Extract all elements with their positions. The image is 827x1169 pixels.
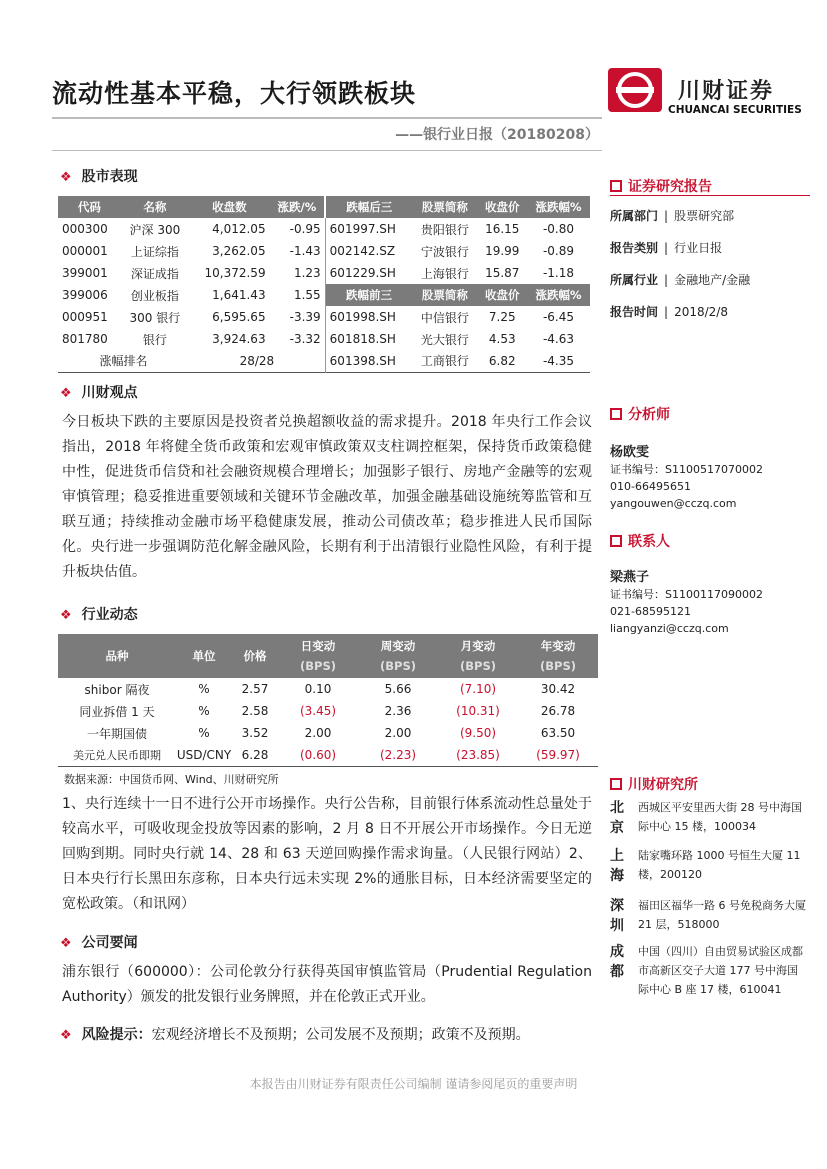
office-city: 深圳: [610, 898, 624, 934]
table-cell: 1,641.43: [212, 288, 266, 302]
report-subtitle: ——银行业日报（20180208）: [395, 127, 599, 143]
table-cell: 3.52: [241, 726, 269, 740]
table-cell: 6.82: [488, 353, 516, 368]
market-table: [58, 196, 590, 373]
table-row: [58, 328, 590, 350]
square-icon: [610, 535, 622, 547]
view-paragraph: 今日板块下跌的主要原因是投资者兑换超额收益的需求提升。2018 年央行工作会议指出，2018 年将健全货币政策和宏观审慎政策双支柱调控框架，保持货币政策稳健中性，促进货币信贷和社会融资规模合理增长；加强影子银行、房地产金融等的宏观审慎管理；稳妥推进重要领域和关键环节金融改革，加强金融基础设施统筹监管和互联互通；持续推动金融市场平稳健康发展，推动公司债改革；稳步推进人民币国际化。央行进一步强调防范化解金融风险，长期有利于出清银行业隐性风险，有利于提升板块估值。: [62, 414, 592, 580]
analyst-cert: 证书编号：S1100517070002: [610, 463, 763, 476]
table-cell: -4.35: [542, 353, 575, 368]
office-city: 北京: [610, 800, 624, 836]
table-cell: 创业板指: [130, 288, 179, 303]
table-cell: (7.10): [459, 682, 497, 696]
col-header: 名称: [121, 196, 189, 218]
table-cell: 601998.SH: [329, 310, 396, 324]
table-cell: (3.45): [299, 704, 337, 718]
table-cell: (10.31): [456, 704, 500, 718]
table-cell: 19.99: [485, 244, 520, 258]
table-cell: 601229.SH: [329, 266, 396, 280]
sidebar-report-title: 证券研究报告: [610, 176, 712, 196]
table-cell: 000951: [62, 310, 108, 324]
table-cell: %: [198, 682, 210, 696]
table-cell: (2.23): [379, 747, 417, 762]
col-header: 价格: [243, 649, 267, 663]
industry-table: [58, 634, 598, 767]
table-cell: 2.00: [304, 726, 332, 740]
table-cell: 1.23: [270, 262, 326, 284]
table-cell: 4,012.05: [212, 222, 266, 236]
table-cell: 601818.SH: [329, 332, 396, 346]
contact-name: 梁燕子: [610, 570, 650, 585]
table-cell: 光大银行: [420, 332, 469, 347]
col-header: 收盘价: [478, 196, 528, 218]
table-cell: 000001: [62, 244, 108, 258]
table-cell: 16.15: [485, 222, 520, 236]
office-address: 西城区平安里西大街 28 号中海国际中心 15 楼，100034: [638, 801, 802, 833]
table-row: [58, 240, 590, 262]
table-cell: -0.95: [270, 218, 326, 240]
company-paragraph: 浦东银行（600000）：公司伦敦分行获得英国审慎监管局（Prudential Regulation Authority）颁发的批发银行业务牌照，并在伦敦正式开业。: [62, 964, 592, 1005]
table-cell: 中信银行: [420, 310, 469, 325]
col-header: 涨跌/%: [270, 196, 326, 218]
table-cell: 30.42: [540, 682, 576, 696]
table-cell: %: [198, 704, 210, 718]
table-row: [58, 700, 598, 722]
office-item: [610, 798, 810, 846]
table-cell: 贵阳银行: [420, 222, 469, 237]
table-cell: 399006: [62, 288, 108, 302]
title-divider: [52, 117, 602, 119]
table-cell: 63.50: [540, 726, 576, 740]
analyst-info: [610, 444, 810, 512]
report-title: 流动性基本平稳，大行领跌板块: [52, 79, 417, 108]
diamond-icon: ❖: [60, 386, 72, 401]
section-market: ❖ 股市表现: [60, 169, 138, 185]
col-header: 涨跌幅%: [527, 284, 590, 306]
meta-row: 所属行业 | 金融地产/金融: [610, 273, 751, 287]
table-cell: 2.57: [241, 682, 269, 696]
table-cell: 5.66: [384, 682, 412, 696]
diamond-icon: ❖: [60, 936, 72, 951]
table-cell: 银行: [142, 332, 167, 347]
meta-row: 报告时间 | 2018/2/8: [610, 305, 728, 319]
table-cell: 深证成指: [130, 266, 179, 281]
office-city: 成都: [610, 944, 624, 980]
table-cell: 15.87: [485, 266, 520, 280]
rank-value: 28/28: [189, 350, 325, 372]
table-row: [58, 284, 590, 306]
table-cell: 7.25: [488, 310, 516, 324]
col-header: 日变动 (BPS): [300, 639, 336, 673]
table-row: [58, 350, 590, 372]
section-company: ❖ 公司要闻: [60, 935, 138, 951]
office-address: 陆家嘴环路 1000 号恒生大厦 11 楼，200120: [638, 849, 801, 881]
table-cell: 000300: [62, 222, 108, 236]
footer-disclaimer: 本报告由川财证券有限责任公司编制 谨请参阅尾页的重要声明: [249, 1077, 578, 1091]
table-row: [58, 218, 590, 240]
company-logo-text: 川财证券: [678, 79, 775, 104]
table-cell: 26.78: [540, 704, 576, 718]
table-cell: USD/CNY: [176, 747, 232, 762]
table-cell: 宁波银行: [420, 244, 469, 259]
contact-email[interactable]: liangyanzi@cczq.com: [610, 622, 729, 635]
table-cell: 4.53: [488, 332, 516, 346]
table-cell: 801780: [62, 332, 108, 346]
contact-phone: 021-68595121: [610, 605, 691, 618]
table-cell: (9.50): [459, 726, 497, 740]
table-cell: shibor 隔夜: [84, 682, 150, 697]
meta-row: 所属部门 | 股票研究部: [610, 209, 735, 223]
table-cell: 300 银行: [129, 310, 181, 325]
table-cell: 上证综指: [130, 244, 179, 259]
table-cell: 0.10: [304, 682, 332, 696]
table-cell: -0.80: [542, 222, 575, 236]
col-header: 代码: [58, 196, 121, 218]
table-cell: -1.18: [542, 266, 575, 280]
table-cell: -1.43: [270, 240, 326, 262]
table-cell: 601997.SH: [329, 222, 396, 236]
table-cell: -6.45: [542, 310, 575, 324]
table-cell: 002142.SZ: [329, 244, 396, 258]
col-header: 涨跌幅%: [527, 196, 590, 218]
sidebar-analyst-title: 分析师: [610, 404, 670, 424]
col-header: 收盘价: [478, 284, 528, 306]
industry-paragraph: 1、央行连续十一日不进行公开市场操作。央行公告称，目前银行体系流动性总量处于较高水平，可吸收现金投放等因素的影响，2 月 8 日不开展公开市场操作。今日无逆回购到期。同时央行就 14、28 和 63 天逆回购操作需求询量。（人民银行网站）2、日本央行行长黑田东彦称，日本央行远未实现 2%的通胀目标，日本经济需要坚定的宽松政策。（和讯网）: [62, 796, 592, 912]
office-address: 中国（四川）自由贸易试验区成都市高新区交子大道 177 号中海国际中心 B 座 17 楼，610041: [638, 945, 803, 996]
table-cell: 399001: [62, 266, 108, 280]
table-cell: (23.85): [456, 747, 500, 762]
col-header: 股票简称: [412, 196, 477, 218]
sidebar-divider: [610, 195, 810, 196]
report-meta: [610, 207, 810, 335]
table-row: [58, 722, 598, 744]
square-icon: [610, 778, 622, 790]
table-cell: 6,595.65: [212, 310, 266, 324]
table-cell: -0.89: [542, 244, 575, 258]
diamond-icon: ❖: [60, 170, 72, 185]
sidebar-institute-title: 川财研究所: [610, 774, 698, 794]
table-cell: -3.32: [270, 328, 326, 350]
subtitle-divider: [52, 150, 602, 151]
col-header: 品种: [105, 649, 129, 663]
table-cell: 601398.SH: [329, 353, 396, 368]
diamond-icon: ❖: [60, 1028, 72, 1043]
square-icon: [610, 408, 622, 420]
col-header: 股票简称: [412, 284, 477, 306]
company-logo-icon: [608, 68, 662, 112]
table-cell: 一年期国债: [86, 726, 147, 741]
risk-notice: ❖ 风险提示：宏观经济增长不及预期；公司发展不及预期；政策不及预期。: [60, 1027, 530, 1043]
table-cell: 3,924.63: [212, 332, 266, 346]
square-icon: [610, 180, 622, 192]
office-item: [610, 896, 810, 942]
table-cell: 2.58: [241, 704, 269, 718]
table-cell: 沪深 300: [129, 222, 181, 237]
contact-info: [610, 569, 810, 637]
table-cell: 2.36: [384, 704, 412, 718]
office-item: [610, 942, 810, 999]
table-row: [58, 678, 598, 700]
table-cell: 工商银行: [420, 354, 469, 369]
table-cell: -4.63: [542, 332, 575, 346]
company-logo-english: CHUANCAI SECURITIES: [668, 104, 802, 116]
table-cell: (59.97): [536, 747, 580, 762]
col-header: 月变动 (BPS): [460, 639, 496, 673]
col-header: 周变动 (BPS): [380, 639, 416, 673]
col-header: 单位: [192, 649, 216, 663]
data-source: 数据来源：中国货币网、Wind、川财研究所: [64, 773, 279, 786]
table-row: [58, 306, 590, 328]
col-header: 收盘数: [189, 196, 269, 218]
table-cell: 1.55: [270, 284, 326, 306]
table-row: [58, 744, 598, 766]
table-cell: 10,372.59: [204, 266, 266, 280]
office-item: [610, 846, 810, 896]
col-header: 年变动 (BPS): [540, 639, 576, 673]
col-header: 跌幅后三: [325, 196, 412, 218]
diamond-icon: ❖: [60, 608, 72, 623]
section-industry: ❖ 行业动态: [60, 607, 138, 623]
analyst-name: 杨欧雯: [610, 445, 650, 460]
table-cell: 同业拆借 1 天: [79, 704, 155, 719]
table-cell: %: [198, 726, 210, 740]
table-cell: -3.39: [270, 306, 326, 328]
table-cell: 6.28: [241, 747, 269, 762]
analyst-email[interactable]: yangouwen@cczq.com: [610, 497, 737, 510]
table-cell: 上海银行: [420, 266, 469, 281]
table-row: [58, 262, 590, 284]
contact-cert: 证书编号：S1100117090002: [610, 588, 763, 601]
sidebar-contact-title: 联系人: [610, 531, 670, 551]
analyst-phone: 010-66495651: [610, 480, 691, 493]
rank-label: 涨幅排名: [99, 354, 148, 369]
col-header: 跌幅前三: [325, 284, 412, 306]
office-list: [610, 798, 810, 999]
table-cell: 3,262.05: [212, 244, 266, 258]
table-cell: (0.60): [299, 747, 337, 762]
office-address: 福田区福华一路 6 号免税商务大厦 21 层，518000: [638, 899, 806, 931]
meta-row: 报告类别 | 行业日报: [610, 241, 723, 255]
office-city: 上海: [610, 848, 624, 884]
table-cell: 美元兑人民币即期: [73, 748, 161, 762]
table-cell: 2.00: [384, 726, 412, 740]
section-view: ❖ 川财观点: [60, 385, 138, 401]
